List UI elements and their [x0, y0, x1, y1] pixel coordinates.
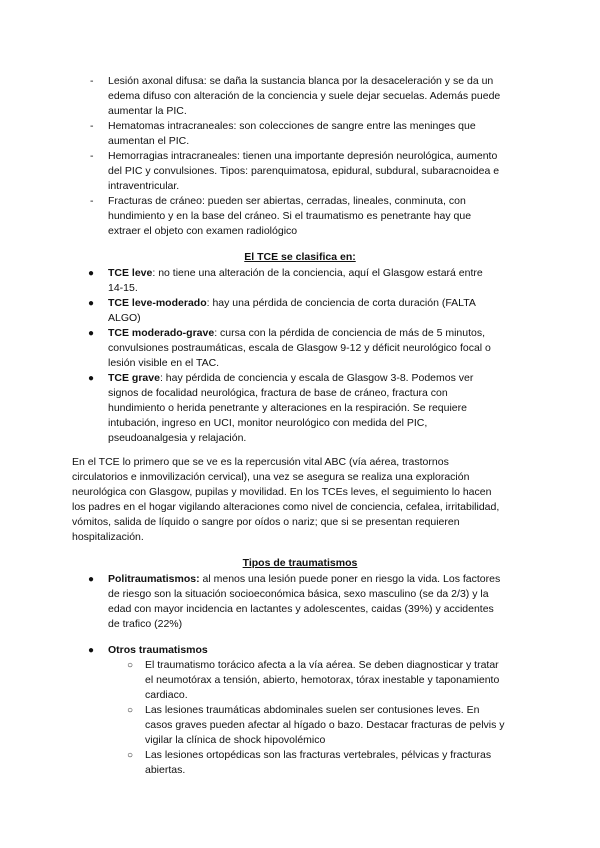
- text-line: intraventricular.: [108, 180, 180, 192]
- bullet-marker: ●: [88, 328, 95, 339]
- text-line: pseudoanalgesia y relajación.: [108, 432, 247, 444]
- classification-item-leve: [108, 266, 483, 281]
- text-line: extraer el objeto con examen radiológico: [108, 225, 298, 237]
- term-desc: : no tiene una alteración de la conciencia, aquí el Glasgow estará entre: [152, 267, 483, 279]
- text-line: Hematomas intracraneales: son colecciones de sangre entre las meninges que: [108, 120, 476, 132]
- text-line: del PIC y convulsiones. Tipos: parenquimatosa, epidural, subdural, subaracnoidea e: [108, 165, 500, 177]
- text-line: signos de focalidad neurológica, fractura de base de cráneo, fractura con: [108, 387, 448, 399]
- bullet-marker: ●: [88, 574, 95, 585]
- term-desc: al menos una lesión puede poner en riesgo la vida. Los factores: [199, 573, 501, 585]
- dash-marker: -: [90, 150, 94, 162]
- text-line: Fracturas de cráneo: pueden ser abiertas, cerradas, lineales, conminuta, con: [108, 195, 466, 207]
- bullet-marker: ●: [88, 373, 95, 384]
- term-desc: : hay una pérdida de conciencia de corta duración (FALTA: [206, 297, 476, 309]
- paragraph-line: los padres en el hogar vigilando alteraciones como nivel de conciencia, cefalea, irritabilidad,: [72, 501, 500, 513]
- dash-marker: -: [90, 195, 94, 207]
- term: TCE moderado-grave: [108, 327, 215, 339]
- term-desc: : cursa con la pérdida de conciencia de más de 5 minutos,: [214, 327, 486, 339]
- paragraph-line: hospitalización.: [72, 531, 144, 543]
- section-heading-types: Tipos de traumatismos: [242, 557, 358, 569]
- term: Politraumatismos:: [108, 573, 200, 585]
- text-line: 14-15.: [108, 282, 138, 294]
- text-line: Lesión axonal difusa: se daña la sustancia blanca por la desaceleración y se da un: [108, 75, 494, 87]
- text-line: edema difuso con alteración de la conciencia y suele dejar secuelas. Además puede: [108, 90, 501, 102]
- text-line: intubación, ingreso en UCI, monitor neurológico con medida del PIC,: [108, 417, 428, 429]
- text-line: aumentar la PIC.: [108, 105, 187, 117]
- text-line: Las lesiones ortopédicas son las fracturas vertebrales, pélvicas y fracturas: [145, 749, 492, 761]
- circle-marker: ○: [127, 660, 134, 671]
- section-heading-classification: El TCE se clasifica en:: [244, 251, 356, 263]
- text-line: hundimiento o herida penetrante y alteraciones en la respiración. Se requiere: [108, 402, 467, 414]
- classification-item-leve-moderado: [108, 296, 476, 311]
- dash-marker: -: [90, 120, 94, 132]
- text-line: lesión visible en el TAC.: [108, 357, 220, 369]
- poly-item: [108, 572, 500, 587]
- classification-item-grave: [108, 371, 473, 386]
- paragraph-line: En el TCE lo primero que se ve es la repercusión vital ABC (vía aérea, trastornos: [72, 456, 449, 468]
- text-line: el neumotórax a tensión, abierto, hemotorax, tórax inestable y taponamiento: [145, 674, 500, 686]
- text-line: abiertas.: [145, 764, 186, 776]
- bullet-marker: ●: [88, 298, 95, 309]
- text-line: hundimiento y en la base del cráneo. Si el traumatismo es penetrante hay que: [108, 210, 472, 222]
- circle-marker: ○: [127, 750, 134, 761]
- text-line: aumentan el PIC.: [108, 135, 190, 147]
- text-line: cardiaco.: [145, 689, 188, 701]
- term-desc: : hay pérdida de conciencia y escala de Glasgow 3-8. Podemos ver: [159, 372, 474, 384]
- text-line: El traumatismo torácico afecta a la vía aérea. Se deben diagnosticar y tratar: [145, 659, 499, 671]
- paragraph-line: neurológica con Glasgow, pupilas y movilidad. En los TCEs leves, el seguimiento lo hacen: [72, 486, 492, 498]
- classification-item-moderado-grave: [108, 326, 485, 341]
- bullet-marker: ●: [88, 268, 95, 279]
- text-line: casos graves pueden afectar al hígado o bazo. Destacar fracturas de pelvis y: [145, 719, 505, 731]
- circle-marker: ○: [127, 705, 134, 716]
- text-line: de trafico (22%): [108, 618, 183, 630]
- text-line: Hemorragias intracraneales: tienen una importante depresión neurológica, aumento: [108, 150, 498, 162]
- term: TCE leve: [108, 267, 153, 279]
- text-line: edad con mayor incidencia en lactantes y adolescentes, caidas (39%) y accidentes: [108, 603, 494, 615]
- term: TCE leve-moderado: [108, 297, 207, 309]
- dash-marker: -: [90, 75, 94, 87]
- term: TCE grave: [108, 372, 160, 384]
- paragraph-line: circulatorios e inmovilización cervical), una vez se asegura se realiza una exploración: [72, 471, 470, 483]
- text-line: de riesgo son la situación socioeconómica básica, sexo masculino (se da 2/3) y la: [108, 588, 489, 600]
- others-title: Otros traumatismos: [108, 644, 208, 656]
- text-line: vigilar la clínica de shock hipovolémico: [145, 734, 326, 746]
- text-line: convulsiones postraumáticas, escala de Glasgow 9-12 y déficit neurológico focal o: [108, 342, 491, 354]
- bullet-marker: ●: [88, 645, 95, 656]
- text-line: Las lesiones traumáticas abdominales suelen ser contusiones leves. En: [145, 704, 480, 716]
- text-line: ALGO): [108, 312, 141, 324]
- paragraph-line: vómitos, salida de líquido o sangre por oídos o nariz; que si se presentan requieren: [72, 516, 460, 528]
